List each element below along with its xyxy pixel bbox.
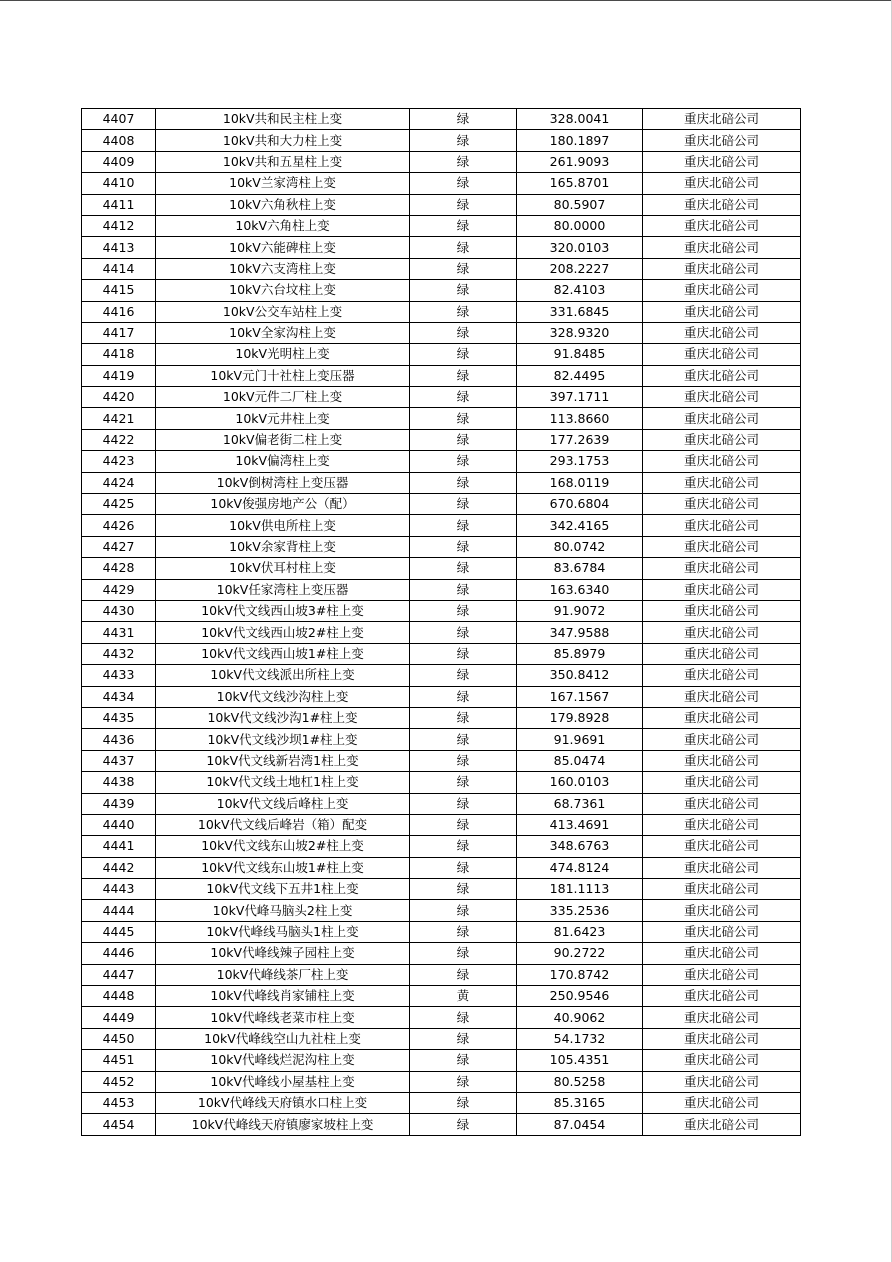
- value-cell: 670.6804: [517, 494, 643, 515]
- company-cell: 重庆北碚公司: [643, 536, 801, 557]
- value-cell: 40.9062: [517, 1007, 643, 1028]
- row-id-cell: 4430: [82, 600, 156, 621]
- table-row: [82, 857, 801, 878]
- status-color-cell: 绿: [410, 1007, 517, 1028]
- status-color-cell: 绿: [410, 194, 517, 215]
- row-id-cell: 4412: [82, 215, 156, 236]
- company-cell: 重庆北碚公司: [643, 879, 801, 900]
- status-color-cell: 绿: [410, 215, 517, 236]
- table-row: [82, 237, 801, 258]
- company-cell: 重庆北碚公司: [643, 151, 801, 172]
- row-id-cell: 4415: [82, 280, 156, 301]
- transformer-name-cell: 10kV代文线东山坡2#柱上变: [156, 836, 410, 857]
- row-id-cell: 4446: [82, 943, 156, 964]
- row-id-cell: 4424: [82, 472, 156, 493]
- table-row: [82, 964, 801, 985]
- value-cell: 80.5258: [517, 1071, 643, 1092]
- row-id-cell: 4452: [82, 1071, 156, 1092]
- table-row: [82, 686, 801, 707]
- company-cell: 重庆北碚公司: [643, 986, 801, 1007]
- status-color-cell: 黄: [410, 986, 517, 1007]
- transformer-table: [81, 108, 801, 1136]
- transformer-name-cell: 10kV代文线派出所柱上变: [156, 665, 410, 686]
- value-cell: 80.5907: [517, 194, 643, 215]
- status-color-cell: 绿: [410, 793, 517, 814]
- status-color-cell: 绿: [410, 451, 517, 472]
- row-id-cell: 4407: [82, 109, 156, 130]
- row-id-cell: 4437: [82, 750, 156, 771]
- status-color-cell: 绿: [410, 900, 517, 921]
- row-id-cell: 4436: [82, 729, 156, 750]
- transformer-name-cell: 10kV元门十社柱上变压器: [156, 365, 410, 386]
- transformer-name-cell: 10kV代文线东山坡1#柱上变: [156, 857, 410, 878]
- row-id-cell: 4423: [82, 451, 156, 472]
- company-cell: 重庆北碚公司: [643, 451, 801, 472]
- company-cell: 重庆北碚公司: [643, 921, 801, 942]
- company-cell: 重庆北碚公司: [643, 600, 801, 621]
- transformer-name-cell: 10kV代文线新岩湾1柱上变: [156, 750, 410, 771]
- row-id-cell: 4428: [82, 558, 156, 579]
- table-row: [82, 515, 801, 536]
- transformer-name-cell: 10kV代峰线空山九社柱上变: [156, 1028, 410, 1049]
- table-row: [82, 729, 801, 750]
- row-id-cell: 4445: [82, 921, 156, 942]
- row-id-cell: 4419: [82, 365, 156, 386]
- status-color-cell: 绿: [410, 1050, 517, 1071]
- value-cell: 68.7361: [517, 793, 643, 814]
- status-color-cell: 绿: [410, 921, 517, 942]
- company-cell: 重庆北碚公司: [643, 173, 801, 194]
- table-row: [82, 344, 801, 365]
- table-row: [82, 1092, 801, 1113]
- company-cell: 重庆北碚公司: [643, 900, 801, 921]
- table-row: [82, 173, 801, 194]
- status-color-cell: 绿: [410, 494, 517, 515]
- row-id-cell: 4449: [82, 1007, 156, 1028]
- table-row: [82, 707, 801, 728]
- row-id-cell: 4444: [82, 900, 156, 921]
- transformer-name-cell: 10kV六角秋柱上变: [156, 194, 410, 215]
- value-cell: 179.8928: [517, 707, 643, 728]
- transformer-name-cell: 10kV代文线沙沟1#柱上变: [156, 707, 410, 728]
- transformer-name-cell: 10kV六台坟柱上变: [156, 280, 410, 301]
- company-cell: 重庆北碚公司: [643, 579, 801, 600]
- company-cell: 重庆北碚公司: [643, 836, 801, 857]
- status-color-cell: 绿: [410, 280, 517, 301]
- transformer-name-cell: 10kV代文线下五井1柱上变: [156, 879, 410, 900]
- company-cell: 重庆北碚公司: [643, 515, 801, 536]
- value-cell: 91.8485: [517, 344, 643, 365]
- value-cell: 293.1753: [517, 451, 643, 472]
- value-cell: 82.4103: [517, 280, 643, 301]
- transformer-name-cell: 10kV元井柱上变: [156, 408, 410, 429]
- company-cell: 重庆北碚公司: [643, 750, 801, 771]
- row-id-cell: 4418: [82, 344, 156, 365]
- table-row: [82, 280, 801, 301]
- value-cell: 328.0041: [517, 109, 643, 130]
- table-row: [82, 943, 801, 964]
- status-color-cell: 绿: [410, 322, 517, 343]
- table-body: [82, 109, 801, 1136]
- table-row: [82, 600, 801, 621]
- status-color-cell: 绿: [410, 772, 517, 793]
- value-cell: 82.4495: [517, 365, 643, 386]
- transformer-name-cell: 10kV偏老街二柱上变: [156, 429, 410, 450]
- status-color-cell: 绿: [410, 109, 517, 130]
- row-id-cell: 4454: [82, 1114, 156, 1135]
- transformer-name-cell: 10kV代文线沙坝1#柱上变: [156, 729, 410, 750]
- company-cell: 重庆北碚公司: [643, 707, 801, 728]
- company-cell: 重庆北碚公司: [643, 301, 801, 322]
- status-color-cell: 绿: [410, 686, 517, 707]
- row-id-cell: 4448: [82, 986, 156, 1007]
- transformer-name-cell: 10kV代峰马脑头2柱上变: [156, 900, 410, 921]
- transformer-name-cell: 10kV代文线沙沟柱上变: [156, 686, 410, 707]
- company-cell: 重庆北碚公司: [643, 1050, 801, 1071]
- status-color-cell: 绿: [410, 750, 517, 771]
- row-id-cell: 4438: [82, 772, 156, 793]
- transformer-name-cell: 10kV代文线西山坡2#柱上变: [156, 622, 410, 643]
- value-cell: 163.6340: [517, 579, 643, 600]
- status-color-cell: 绿: [410, 643, 517, 664]
- value-cell: 413.4691: [517, 814, 643, 835]
- transformer-name-cell: 10kV共和五星柱上变: [156, 151, 410, 172]
- company-cell: 重庆北碚公司: [643, 729, 801, 750]
- table-row: [82, 151, 801, 172]
- transformer-name-cell: 10kV代峰线马脑头1柱上变: [156, 921, 410, 942]
- value-cell: 165.8701: [517, 173, 643, 194]
- value-cell: 342.4165: [517, 515, 643, 536]
- transformer-name-cell: 10kV光明柱上变: [156, 344, 410, 365]
- transformer-name-cell: 10kV代峰线辣子园柱上变: [156, 943, 410, 964]
- status-color-cell: 绿: [410, 536, 517, 557]
- company-cell: 重庆北碚公司: [643, 322, 801, 343]
- table-row: [82, 109, 801, 130]
- value-cell: 335.2536: [517, 900, 643, 921]
- table-row: [82, 1007, 801, 1028]
- transformer-name-cell: 10kV偏湾柱上变: [156, 451, 410, 472]
- company-cell: 重庆北碚公司: [643, 194, 801, 215]
- status-color-cell: 绿: [410, 365, 517, 386]
- status-color-cell: 绿: [410, 600, 517, 621]
- table-row: [82, 1114, 801, 1135]
- table-row: [82, 1050, 801, 1071]
- value-cell: 83.6784: [517, 558, 643, 579]
- status-color-cell: 绿: [410, 729, 517, 750]
- company-cell: 重庆北碚公司: [643, 1092, 801, 1113]
- table-row: [82, 387, 801, 408]
- status-color-cell: 绿: [410, 515, 517, 536]
- row-id-cell: 4420: [82, 387, 156, 408]
- company-cell: 重庆北碚公司: [643, 643, 801, 664]
- company-cell: 重庆北碚公司: [643, 943, 801, 964]
- row-id-cell: 4417: [82, 322, 156, 343]
- row-id-cell: 4429: [82, 579, 156, 600]
- status-color-cell: 绿: [410, 707, 517, 728]
- company-cell: 重庆北碚公司: [643, 964, 801, 985]
- status-color-cell: 绿: [410, 579, 517, 600]
- row-id-cell: 4453: [82, 1092, 156, 1113]
- table-row: [82, 451, 801, 472]
- company-cell: 重庆北碚公司: [643, 1028, 801, 1049]
- table-row: [82, 472, 801, 493]
- value-cell: 80.0742: [517, 536, 643, 557]
- company-cell: 重庆北碚公司: [643, 857, 801, 878]
- status-color-cell: 绿: [410, 857, 517, 878]
- value-cell: 170.8742: [517, 964, 643, 985]
- company-cell: 重庆北碚公司: [643, 772, 801, 793]
- status-color-cell: 绿: [410, 1071, 517, 1092]
- company-cell: 重庆北碚公司: [643, 408, 801, 429]
- row-id-cell: 4434: [82, 686, 156, 707]
- value-cell: 113.8660: [517, 408, 643, 429]
- row-id-cell: 4427: [82, 536, 156, 557]
- transformer-name-cell: 10kV供电所柱上变: [156, 515, 410, 536]
- company-cell: 重庆北碚公司: [643, 215, 801, 236]
- company-cell: 重庆北碚公司: [643, 622, 801, 643]
- value-cell: 105.4351: [517, 1050, 643, 1071]
- status-color-cell: 绿: [410, 344, 517, 365]
- table-row: [82, 1071, 801, 1092]
- value-cell: 208.2227: [517, 258, 643, 279]
- table-row: [82, 215, 801, 236]
- transformer-name-cell: 10kV六角柱上变: [156, 215, 410, 236]
- value-cell: 81.6423: [517, 921, 643, 942]
- company-cell: 重庆北碚公司: [643, 558, 801, 579]
- value-cell: 180.1897: [517, 130, 643, 151]
- value-cell: 87.0454: [517, 1114, 643, 1135]
- company-cell: 重庆北碚公司: [643, 365, 801, 386]
- status-color-cell: 绿: [410, 558, 517, 579]
- transformer-name-cell: 10kV代峰线天府镇廖家坡柱上变: [156, 1114, 410, 1135]
- transformer-name-cell: 10kV元件二厂柱上变: [156, 387, 410, 408]
- status-color-cell: 绿: [410, 1114, 517, 1135]
- table-row: [82, 879, 801, 900]
- row-id-cell: 4450: [82, 1028, 156, 1049]
- transformer-name-cell: 10kV共和大力柱上变: [156, 130, 410, 151]
- row-id-cell: 4433: [82, 665, 156, 686]
- value-cell: 90.2722: [517, 943, 643, 964]
- company-cell: 重庆北碚公司: [643, 814, 801, 835]
- status-color-cell: 绿: [410, 622, 517, 643]
- transformer-name-cell: 10kV兰家湾柱上变: [156, 173, 410, 194]
- value-cell: 181.1113: [517, 879, 643, 900]
- row-id-cell: 4425: [82, 494, 156, 515]
- row-id-cell: 4442: [82, 857, 156, 878]
- status-color-cell: 绿: [410, 301, 517, 322]
- company-cell: 重庆北碚公司: [643, 1071, 801, 1092]
- status-color-cell: 绿: [410, 814, 517, 835]
- company-cell: 重庆北碚公司: [643, 237, 801, 258]
- company-cell: 重庆北碚公司: [643, 686, 801, 707]
- value-cell: 85.8979: [517, 643, 643, 664]
- status-color-cell: 绿: [410, 173, 517, 194]
- transformer-name-cell: 10kV代峰线天府镇水口柱上变: [156, 1092, 410, 1113]
- status-color-cell: 绿: [410, 151, 517, 172]
- status-color-cell: 绿: [410, 237, 517, 258]
- value-cell: 474.8124: [517, 857, 643, 878]
- transformer-name-cell: 10kV代峰线小屋基柱上变: [156, 1071, 410, 1092]
- value-cell: 85.3165: [517, 1092, 643, 1113]
- transformer-name-cell: 10kV代文线后峰柱上变: [156, 793, 410, 814]
- company-cell: 重庆北碚公司: [643, 1007, 801, 1028]
- company-cell: 重庆北碚公司: [643, 793, 801, 814]
- status-color-cell: 绿: [410, 1092, 517, 1113]
- value-cell: 91.9691: [517, 729, 643, 750]
- table-row: [82, 836, 801, 857]
- transformer-name-cell: 10kV公交车站柱上变: [156, 301, 410, 322]
- table-row: [82, 429, 801, 450]
- table-row: [82, 643, 801, 664]
- company-cell: 重庆北碚公司: [643, 130, 801, 151]
- row-id-cell: 4422: [82, 429, 156, 450]
- table-row: [82, 814, 801, 835]
- transformer-name-cell: 10kV六能碑柱上变: [156, 237, 410, 258]
- transformer-name-cell: 10kV共和民主柱上变: [156, 109, 410, 130]
- value-cell: 250.9546: [517, 986, 643, 1007]
- table-row: [82, 986, 801, 1007]
- company-cell: 重庆北碚公司: [643, 665, 801, 686]
- company-cell: 重庆北碚公司: [643, 429, 801, 450]
- status-color-cell: 绿: [410, 130, 517, 151]
- table-row: [82, 408, 801, 429]
- row-id-cell: 4431: [82, 622, 156, 643]
- value-cell: 177.2639: [517, 429, 643, 450]
- table-row: [82, 750, 801, 771]
- value-cell: 168.0119: [517, 472, 643, 493]
- value-cell: 54.1732: [517, 1028, 643, 1049]
- transformer-name-cell: 10kV六支湾柱上变: [156, 258, 410, 279]
- transformer-name-cell: 10kV代文线土地杠1柱上变: [156, 772, 410, 793]
- status-color-cell: 绿: [410, 879, 517, 900]
- status-color-cell: 绿: [410, 943, 517, 964]
- value-cell: 80.0000: [517, 215, 643, 236]
- table-row: [82, 494, 801, 515]
- transformer-name-cell: 10kV俊强房地产公（配）: [156, 494, 410, 515]
- row-id-cell: 4426: [82, 515, 156, 536]
- transformer-name-cell: 10kV代峰线老菜市柱上变: [156, 1007, 410, 1028]
- table-row: [82, 793, 801, 814]
- table-row: [82, 558, 801, 579]
- row-id-cell: 4409: [82, 151, 156, 172]
- value-cell: 328.9320: [517, 322, 643, 343]
- transformer-name-cell: 10kV代峰线肖家铺柱上变: [156, 986, 410, 1007]
- table-row: [82, 301, 801, 322]
- transformer-name-cell: 10kV任家湾柱上变压器: [156, 579, 410, 600]
- transformer-name-cell: 10kV倒树湾柱上变压器: [156, 472, 410, 493]
- page-top-border: [0, 0, 892, 1]
- row-id-cell: 4432: [82, 643, 156, 664]
- status-color-cell: 绿: [410, 665, 517, 686]
- value-cell: 350.8412: [517, 665, 643, 686]
- row-id-cell: 4447: [82, 964, 156, 985]
- row-id-cell: 4443: [82, 879, 156, 900]
- status-color-cell: 绿: [410, 429, 517, 450]
- status-color-cell: 绿: [410, 1028, 517, 1049]
- company-cell: 重庆北碚公司: [643, 109, 801, 130]
- table-row: [82, 1028, 801, 1049]
- row-id-cell: 4421: [82, 408, 156, 429]
- table-row: [82, 579, 801, 600]
- row-id-cell: 4439: [82, 793, 156, 814]
- status-color-cell: 绿: [410, 472, 517, 493]
- row-id-cell: 4413: [82, 237, 156, 258]
- status-color-cell: 绿: [410, 408, 517, 429]
- value-cell: 160.0103: [517, 772, 643, 793]
- row-id-cell: 4435: [82, 707, 156, 728]
- value-cell: 91.9072: [517, 600, 643, 621]
- transformer-name-cell: 10kV代峰线烂泥沟柱上变: [156, 1050, 410, 1071]
- table-row: [82, 322, 801, 343]
- row-id-cell: 4451: [82, 1050, 156, 1071]
- transformer-name-cell: 10kV全家沟柱上变: [156, 322, 410, 343]
- table-row: [82, 194, 801, 215]
- value-cell: 397.1711: [517, 387, 643, 408]
- row-id-cell: 4408: [82, 130, 156, 151]
- status-color-cell: 绿: [410, 836, 517, 857]
- company-cell: 重庆北碚公司: [643, 344, 801, 365]
- status-color-cell: 绿: [410, 964, 517, 985]
- table-row: [82, 130, 801, 151]
- table-row: [82, 258, 801, 279]
- value-cell: 261.9093: [517, 151, 643, 172]
- value-cell: 331.6845: [517, 301, 643, 322]
- company-cell: 重庆北碚公司: [643, 387, 801, 408]
- transformer-name-cell: 10kV代文线西山坡3#柱上变: [156, 600, 410, 621]
- company-cell: 重庆北碚公司: [643, 1114, 801, 1135]
- table-row: [82, 365, 801, 386]
- status-color-cell: 绿: [410, 387, 517, 408]
- table-row: [82, 772, 801, 793]
- row-id-cell: 4416: [82, 301, 156, 322]
- company-cell: 重庆北碚公司: [643, 494, 801, 515]
- company-cell: 重庆北碚公司: [643, 472, 801, 493]
- table-row: [82, 665, 801, 686]
- row-id-cell: 4410: [82, 173, 156, 194]
- row-id-cell: 4441: [82, 836, 156, 857]
- row-id-cell: 4440: [82, 814, 156, 835]
- status-color-cell: 绿: [410, 258, 517, 279]
- row-id-cell: 4411: [82, 194, 156, 215]
- value-cell: 167.1567: [517, 686, 643, 707]
- transformer-name-cell: 10kV伏耳村柱上变: [156, 558, 410, 579]
- transformer-name-cell: 10kV代文线西山坡1#柱上变: [156, 643, 410, 664]
- value-cell: 348.6763: [517, 836, 643, 857]
- table-row: [82, 921, 801, 942]
- company-cell: 重庆北碚公司: [643, 280, 801, 301]
- value-cell: 320.0103: [517, 237, 643, 258]
- table-row: [82, 536, 801, 557]
- transformer-name-cell: 10kV代文线后峰岩（箱）配变: [156, 814, 410, 835]
- transformer-name-cell: 10kV代峰线茶厂柱上变: [156, 964, 410, 985]
- row-id-cell: 4414: [82, 258, 156, 279]
- value-cell: 347.9588: [517, 622, 643, 643]
- table-row: [82, 622, 801, 643]
- company-cell: 重庆北碚公司: [643, 258, 801, 279]
- transformer-name-cell: 10kV余家背柱上变: [156, 536, 410, 557]
- value-cell: 85.0474: [517, 750, 643, 771]
- table-row: [82, 900, 801, 921]
